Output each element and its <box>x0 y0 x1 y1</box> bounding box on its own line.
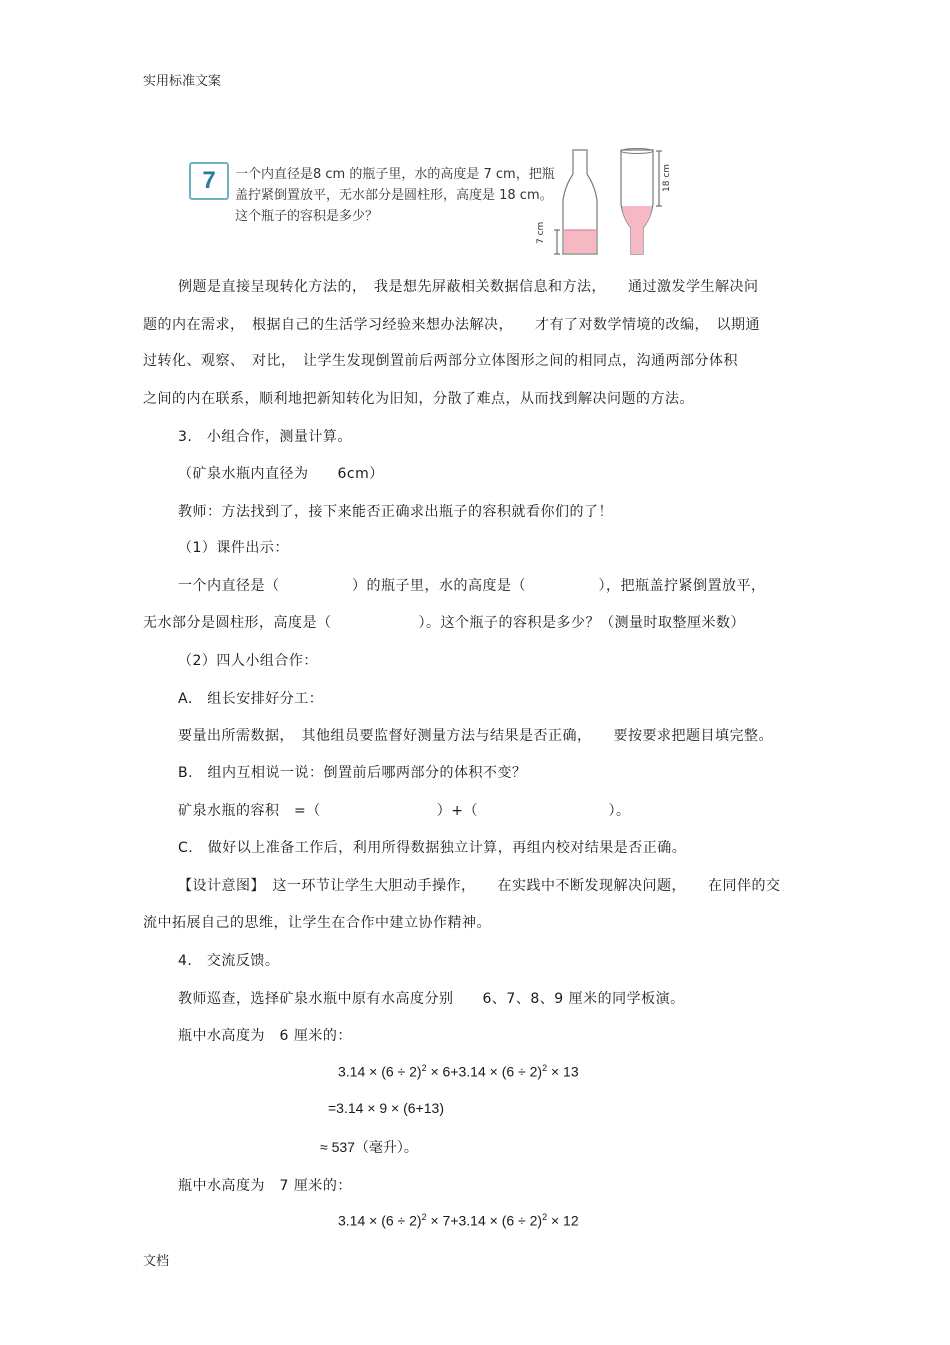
page-header: 实用标准文案 <box>143 74 222 89</box>
para-line: 教师巡查，选择矿泉水瓶中原有水高度分别 6、7、8、9 厘米的同学板演。 <box>178 991 685 1007</box>
para-line: A. 组长安排好分工： <box>178 691 324 707</box>
para-line: 无水部分是圆柱形，高度是（ ）。这个瓶子的容积是多少？（测量时取整厘米数） <box>143 615 745 631</box>
page-footer: 文档 <box>143 1254 170 1269</box>
section-heading: 3. 小组合作，测量计算。 <box>178 429 352 445</box>
para-line: C. 做好以上准备工作后，利用所得数据独立计算，再组内校对结果是否正确。 <box>178 840 687 856</box>
label-7cm: 7 cm <box>536 221 546 244</box>
para-line: 要量出所需数据， 其他组员要监督好测量方法与结果是否正确， 要按要求把题目填完整。 <box>178 728 773 744</box>
label-18cm: 18 cm <box>662 163 672 192</box>
para-line: （1）课件出示： <box>178 540 289 556</box>
para-line: 【设计意图】 这一环节让学生大胆动手操作， 在实践中不断发现解决问题， 在同伴的交 <box>178 878 781 894</box>
equation-line: =3.14 × 9 × (6+13) <box>328 1100 444 1116</box>
problem-number: 7 <box>189 162 229 200</box>
para-line: 一个内直径是（ ）的瓶子里，水的高度是（ ），把瓶盖拧紧倒置放平， <box>178 578 766 594</box>
equation-line: $3.14 \times (6 \div 2)^2 \times 6+3.14 \times (6 \div 2)^2 \times 13$ <box>338 1063 579 1080</box>
para-line: 过转化、观察、 对比， 让学生发现倒置前后两部分立体图形之间的相同点，沟通两部分体积 <box>143 353 738 369</box>
para-line: 之间的内在联系，顺利地把新知转化为旧知，分散了难点，从而找到解决问题的方法。 <box>143 391 694 407</box>
section-heading: 4. 交流反馈。 <box>178 953 280 969</box>
para-line: 教师：方法找到了，接下来能否正确求出瓶子的容积就看你们的了！ <box>178 504 613 520</box>
para-line: 例题是直接呈现转化方法的， 我是想先屏蔽相关数据信息和方法， 通过激发学生解决问 <box>178 279 759 295</box>
para-line: B. 组内互相说一说：倒置前后哪两部分的体积不变？ <box>178 765 527 781</box>
problem-figure <box>185 148 675 260</box>
para-line: （2）四人小组合作： <box>178 653 318 669</box>
para-line: 流中拓展自己的思维，让学生在合作中建立协作精神。 <box>143 915 491 931</box>
problem-text: 一个内直径是8 cm 的瓶子里，水的高度是 7 cm，把瓶盖拧紧倒置放平，无水部分是圆柱形，高度是 18 cm。这个瓶子的容积是多少？ <box>235 167 555 224</box>
para-line: 瓶中水高度为 6 厘米的： <box>178 1028 352 1044</box>
equation-line: $3.14 \times (6 \div 2)^2 \times 7+3.14 \times (6 \div 2)^2 \times 12$ <box>338 1212 579 1229</box>
bottle-illustration <box>185 148 675 260</box>
para-line: 瓶中水高度为 7 厘米的： <box>178 1178 352 1194</box>
equation-line: ≈ 537（毫升）。 <box>320 1139 418 1155</box>
para-line: 矿泉水瓶的容积 =（ ）+（ ）。 <box>178 803 631 819</box>
para-line: 题的内在需求， 根据自己的生活学习经验来想办法解决， 才有了对数学情境的改编， 以期通 <box>143 317 760 333</box>
para-line: （矿泉水瓶内直径为 6cm） <box>178 466 384 482</box>
